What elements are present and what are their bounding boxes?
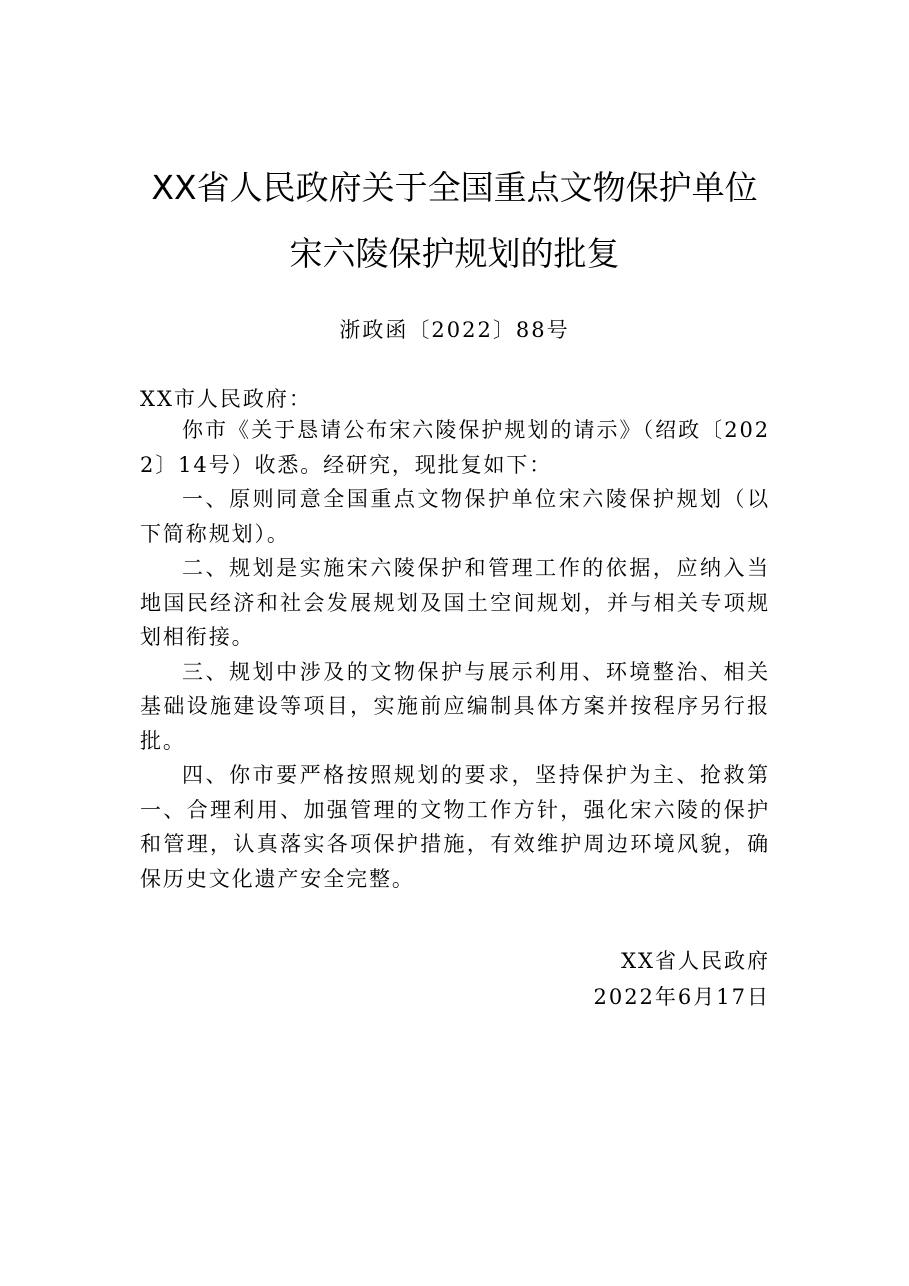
body-paragraph-item-3: 三、规划中涉及的文物保护与展示利用、环境整治、相关基础设施建设等项目，实施前应编制具体方案并按程序另行报批。 <box>140 659 770 753</box>
body-paragraph-item-1: 一、原则同意全国重点文物保护单位宋六陵保护规划（以下简称规划）。 <box>140 487 770 546</box>
signature-block <box>593 943 770 1015</box>
issue-date: 2022年6月17日 <box>593 985 770 1009</box>
body-paragraph-intro: 你市《关于恳请公布宋六陵保护规划的请示》（绍政〔2022〕14号）收悉。经研究，现批复如下： <box>140 418 770 477</box>
body-paragraph-item-4: 四、你市要严格按照规划的要求，坚持保护为主、抢救第一、合理利用、加强管理的文物工作方针，强化宋六陵的保护和管理，认真落实各项保护措施，有效维护周边环境风貌，确保历史文化遗产安全完整。 <box>140 763 770 891</box>
document-number: 浙政函〔2022〕88号 <box>339 318 570 342</box>
document-title-line-2: 宋六陵保护规划的批复 <box>289 234 620 273</box>
body-paragraph-item-2: 二、规划是实施宋六陵保护和管理工作的依据，应纳入当地国民经济和社会发展规划及国土空间规划，并与相关专项规划相衔接。 <box>140 556 770 649</box>
document-body <box>140 413 770 896</box>
addressee: XX市人民政府： <box>140 387 312 411</box>
issuer-name: XX省人民政府 <box>621 949 770 973</box>
document-title-line-1: XX省人民政府关于全国重点文物保护单位 <box>151 168 758 207</box>
